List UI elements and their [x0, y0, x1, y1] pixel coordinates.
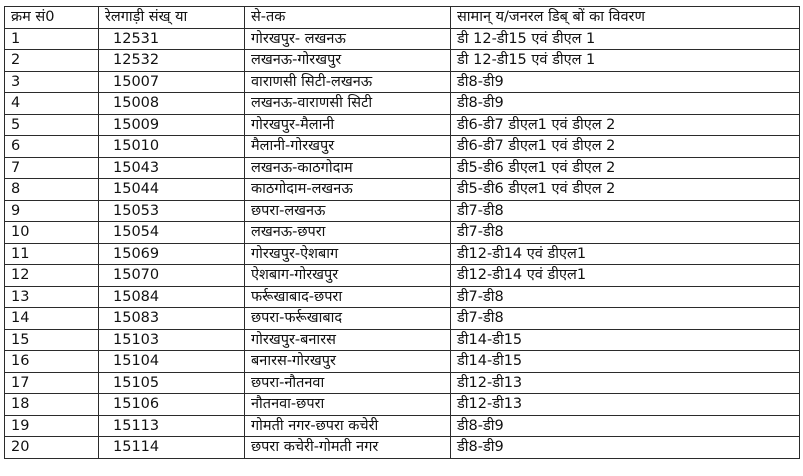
route-cell: मैलानी-गोरखपुर [245, 136, 451, 158]
header-train-number: रेलगाड़ी संख् या [99, 7, 245, 29]
table-row [5, 114, 800, 136]
table-row [5, 136, 800, 158]
serial-number-cell: 13 [5, 286, 99, 308]
table-row [5, 437, 800, 459]
train-number-cell: 15104 [99, 351, 245, 373]
route-cell: ऐशबाग-गोरखपुर [245, 265, 451, 287]
table-row [5, 71, 800, 93]
train-number-cell: 15010 [99, 136, 245, 158]
coach-details-cell: डी7-डी8 [451, 308, 800, 330]
coach-details-cell: डी12-डी13 [451, 394, 800, 416]
route-cell: लखनऊ-वाराणसी सिटी [245, 93, 451, 115]
coach-details-cell: डी5-डी6 डीएल1 एवं डीएल 2 [451, 179, 800, 201]
train-number-cell: 15113 [99, 415, 245, 437]
coach-details-cell: डी6-डी7 डीएल1 एवं डीएल 2 [451, 136, 800, 158]
train-number-cell: 12531 [99, 28, 245, 50]
route-cell: छपरा कचेरी-गोमती नगर [245, 437, 451, 459]
serial-number-cell: 19 [5, 415, 99, 437]
train-number-cell: 15008 [99, 93, 245, 115]
table-row [5, 415, 800, 437]
serial-number-cell: 5 [5, 114, 99, 136]
route-cell: गोमती नगर-छपरा कचेरी [245, 415, 451, 437]
serial-number-cell: 10 [5, 222, 99, 244]
route-cell: बनारस-गोरखपुर [245, 351, 451, 373]
table-row [5, 394, 800, 416]
serial-number-cell: 17 [5, 372, 99, 394]
coach-details-cell: डी12-डी14 एवं डीएल1 [451, 243, 800, 265]
table-row [5, 157, 800, 179]
train-number-cell: 15044 [99, 179, 245, 201]
coach-details-cell: डी7-डी8 [451, 222, 800, 244]
train-number-cell: 15106 [99, 394, 245, 416]
coach-details-cell: डी7-डी8 [451, 200, 800, 222]
coach-details-cell: डी 12-डी15 एवं डीएल 1 [451, 28, 800, 50]
serial-number-cell: 11 [5, 243, 99, 265]
table-row [5, 351, 800, 373]
train-number-cell: 15103 [99, 329, 245, 351]
table-row [5, 28, 800, 50]
table-row [5, 200, 800, 222]
coach-details-cell: डी14-डी15 [451, 329, 800, 351]
train-number-cell: 15069 [99, 243, 245, 265]
route-cell: गोरखपुर-ऐशबाग [245, 243, 451, 265]
coach-details-cell: डी12-डी14 एवं डीएल1 [451, 265, 800, 287]
table-row [5, 286, 800, 308]
route-cell: लखनऊ-काठगोदाम [245, 157, 451, 179]
table-row [5, 243, 800, 265]
header-from-to: से-तक [245, 7, 451, 29]
serial-number-cell: 12 [5, 265, 99, 287]
serial-number-cell: 9 [5, 200, 99, 222]
train-number-cell: 15070 [99, 265, 245, 287]
serial-number-cell: 2 [5, 50, 99, 72]
coach-details-cell: डी8-डी9 [451, 415, 800, 437]
serial-number-cell: 8 [5, 179, 99, 201]
coach-details-cell: डी7-डी8 [451, 286, 800, 308]
table-row [5, 329, 800, 351]
serial-number-cell: 18 [5, 394, 99, 416]
route-cell: छपरा-फर्रूखाबाद [245, 308, 451, 330]
route-cell: फर्रूखाबाद-छपरा [245, 286, 451, 308]
route-cell: लखनऊ-छपरा [245, 222, 451, 244]
serial-number-cell: 15 [5, 329, 99, 351]
route-cell: छपरा-नौतनवा [245, 372, 451, 394]
serial-number-cell: 7 [5, 157, 99, 179]
coach-details-cell: डी8-डी9 [451, 71, 800, 93]
train-number-cell: 15114 [99, 437, 245, 459]
train-number-cell: 15053 [99, 200, 245, 222]
table-row [5, 179, 800, 201]
serial-number-cell: 20 [5, 437, 99, 459]
serial-number-cell: 3 [5, 71, 99, 93]
serial-number-cell: 6 [5, 136, 99, 158]
header-serial-number: क्रम सं0 [5, 7, 99, 29]
route-cell: लखनऊ-गोरखपुर [245, 50, 451, 72]
table-header-row [5, 7, 800, 29]
train-number-cell: 15054 [99, 222, 245, 244]
table-row [5, 372, 800, 394]
table-row [5, 222, 800, 244]
table-row [5, 265, 800, 287]
route-cell: काठगोदाम-लखनऊ [245, 179, 451, 201]
train-number-cell: 15083 [99, 308, 245, 330]
train-number-cell: 15105 [99, 372, 245, 394]
coach-details-cell: डी5-डी6 डीएल1 एवं डीएल 2 [451, 157, 800, 179]
serial-number-cell: 4 [5, 93, 99, 115]
train-number-cell: 15043 [99, 157, 245, 179]
coach-details-cell: डी14-डी15 [451, 351, 800, 373]
serial-number-cell: 16 [5, 351, 99, 373]
route-cell: छपरा-लखनऊ [245, 200, 451, 222]
table-row [5, 308, 800, 330]
serial-number-cell: 1 [5, 28, 99, 50]
table-row [5, 93, 800, 115]
route-cell: वाराणसी सिटी-लखनऊ [245, 71, 451, 93]
coach-details-cell: डी8-डी9 [451, 93, 800, 115]
coach-details-cell: डी8-डी9 [451, 437, 800, 459]
serial-number-cell: 14 [5, 308, 99, 330]
train-coach-table [4, 6, 800, 459]
train-number-cell: 15084 [99, 286, 245, 308]
route-cell: गोरखपुर- लखनऊ [245, 28, 451, 50]
train-number-cell: 12532 [99, 50, 245, 72]
route-cell: गोरखपुर-बनारस [245, 329, 451, 351]
coach-details-cell: डी12-डी13 [451, 372, 800, 394]
route-cell: नौतनवा-छपरा [245, 394, 451, 416]
train-number-cell: 15007 [99, 71, 245, 93]
route-cell: गोरखपुर-मैलानी [245, 114, 451, 136]
train-number-cell: 15009 [99, 114, 245, 136]
coach-details-cell: डी 12-डी15 एवं डीएल 1 [451, 50, 800, 72]
header-general-coach-details: सामान् य/जनरल डिब् बों का विवरण [451, 7, 800, 29]
table-row [5, 50, 800, 72]
coach-details-cell: डी6-डी7 डीएल1 एवं डीएल 2 [451, 114, 800, 136]
